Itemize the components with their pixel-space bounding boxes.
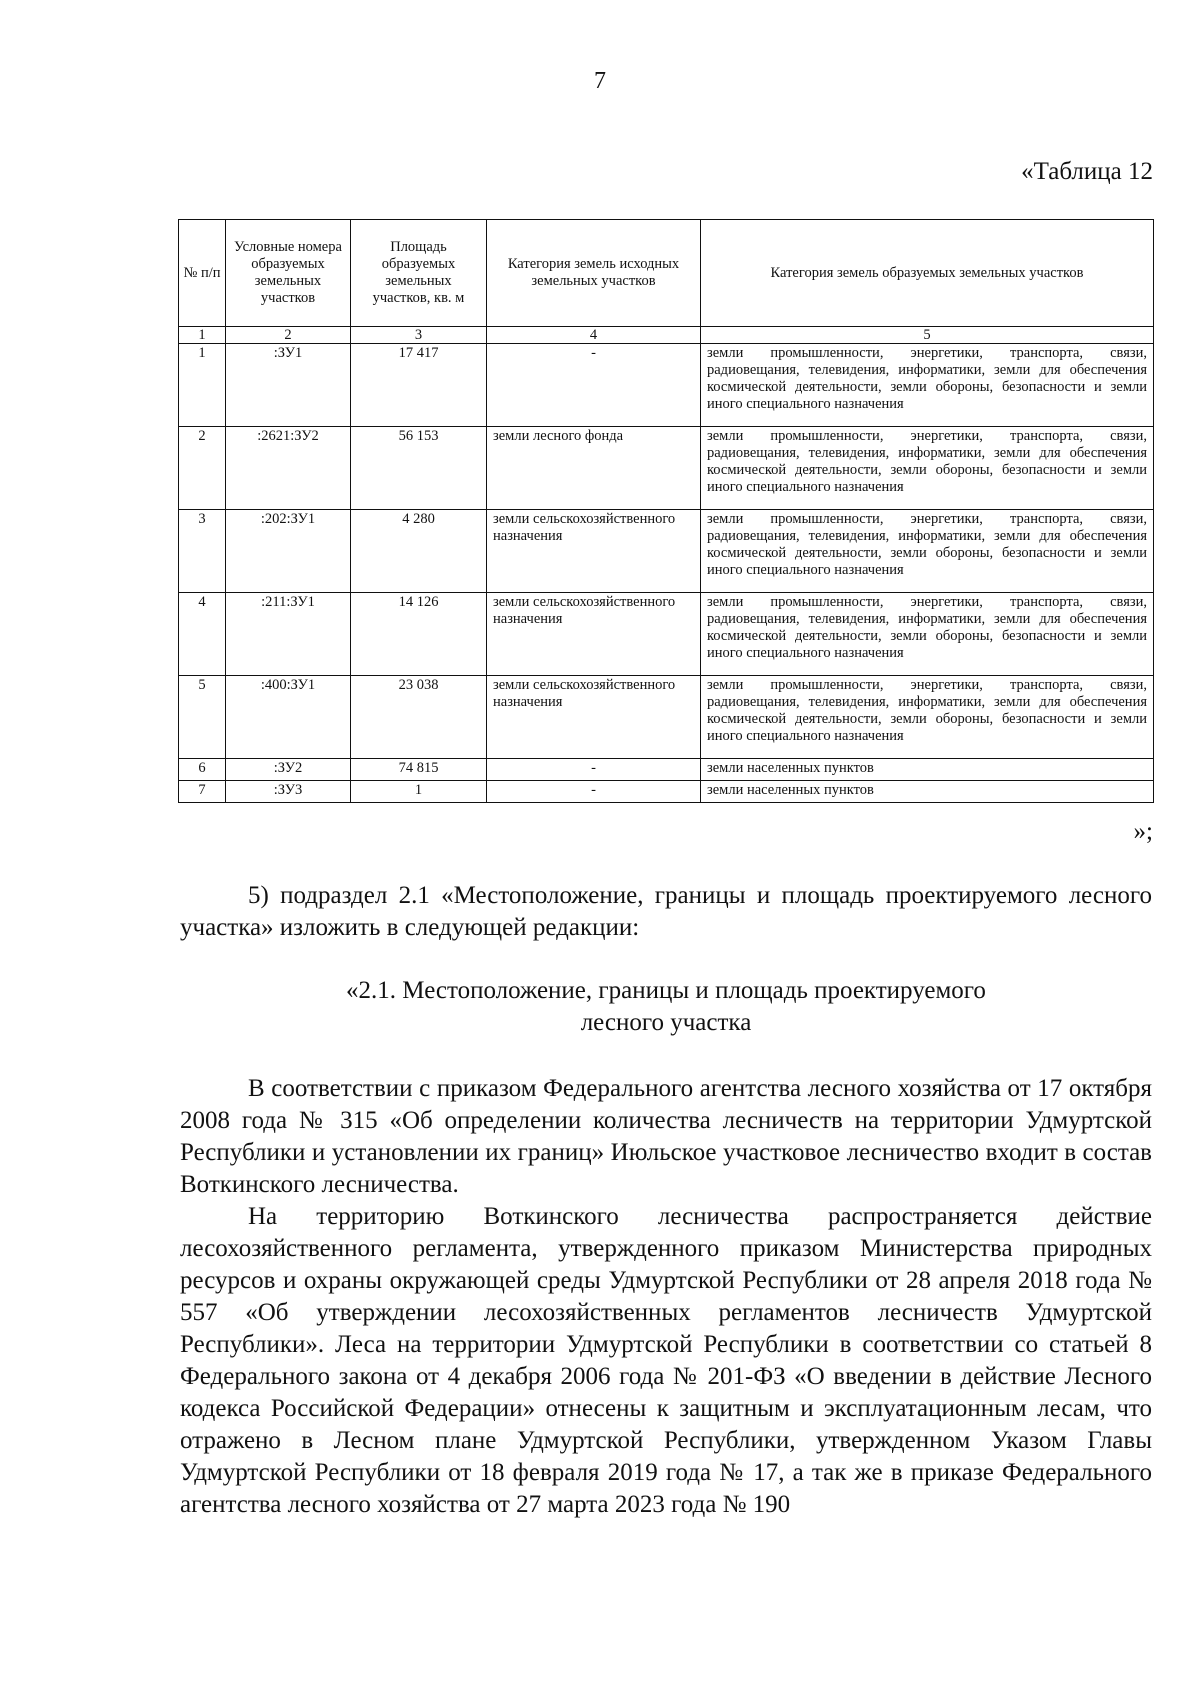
row-code: :400:ЗУ1 [226, 676, 351, 759]
row-target-category: земли промышленности, энергетики, транспорта, связи, радиовещания, телевидения, информатики, земли для обеспечения космической деятельности, земли обороны, безопасности и земли иного специального назначения [701, 344, 1154, 427]
row-code: :2621:ЗУ2 [226, 427, 351, 510]
header-num: № п/п [179, 220, 226, 327]
row-source-category: земли сельскохозяйственного назначения [487, 676, 701, 759]
row-num: 4 [179, 593, 226, 676]
row-area: 14 126 [351, 593, 487, 676]
row-area: 17 417 [351, 344, 487, 427]
row-area: 4 280 [351, 510, 487, 593]
row-code: :ЗУ2 [226, 759, 351, 781]
amendment-text: 5) подраздел 2.1 «Местоположение, границы и площадь проектируемого лесного участка» изложить в следующей редакции: [180, 882, 1152, 941]
row-code: :211:ЗУ1 [226, 593, 351, 676]
column-number: 4 [487, 327, 701, 344]
section-title [180, 975, 1152, 1039]
column-number: 5 [701, 327, 1154, 344]
table-row [179, 781, 1154, 803]
row-target-category: земли промышленности, энергетики, транспорта, связи, радиовещания, телевидения, информатики, земли для обеспечения космической деятельности, земли обороны, безопасности и земли иного специального назначения [701, 676, 1154, 759]
row-num: 5 [179, 676, 226, 759]
row-num: 2 [179, 427, 226, 510]
row-source-category: земли лесного фонда [487, 427, 701, 510]
section-title-line: лесного участка [580, 1009, 752, 1036]
table-row [179, 593, 1154, 676]
table-caption: «Таблица 12 [1021, 158, 1153, 185]
section-title-line: «2.1. Местоположение, границы и площадь проектируемого [346, 977, 986, 1004]
page-number: 7 [594, 68, 606, 94]
row-target-category: земли промышленности, энергетики, транспорта, связи, радиовещания, телевидения, информатики, земли для обеспечения космической деятельности, земли обороны, безопасности и земли иного специального назначения [701, 510, 1154, 593]
row-target-category: земли населенных пунктов [701, 781, 1154, 803]
row-code: :ЗУ1 [226, 344, 351, 427]
land-plots-table [178, 219, 1154, 803]
row-code: :202:ЗУ1 [226, 510, 351, 593]
row-area: 23 038 [351, 676, 487, 759]
row-target-category: земли населенных пунктов [701, 759, 1154, 781]
row-num: 7 [179, 781, 226, 803]
column-number: 2 [226, 327, 351, 344]
header-target-category: Категория земель образуемых земельных участков [701, 220, 1154, 327]
row-area: 56 153 [351, 427, 487, 510]
row-num: 6 [179, 759, 226, 781]
column-number-row [179, 327, 1154, 344]
row-source-category: - [487, 344, 701, 427]
row-target-category: земли промышленности, энергетики, транспорта, связи, радиовещания, телевидения, информатики, земли для обеспечения космической деятельности, земли обороны, безопасности и земли иного специального назначения [701, 427, 1154, 510]
table-row [179, 510, 1154, 593]
row-target-category: земли промышленности, энергетики, транспорта, связи, радиовещания, телевидения, информатики, земли для обеспечения космической деятельности, земли обороны, безопасности и земли иного специального назначения [701, 593, 1154, 676]
row-source-category: земли сельскохозяйственного назначения [487, 593, 701, 676]
amendment-paragraph [180, 880, 1152, 944]
table-row [179, 759, 1154, 781]
table-header-row [179, 220, 1154, 327]
paragraph: В соответствии с приказом Федерального агентства лесного хозяйства от 17 октября 2008 года № 315 «Об определении количества лесничеств на территории Удмуртской Республики и установлении их границ» Июльское участковое лесничество входит в состав Воткинского лесничества. [180, 1075, 1152, 1198]
paragraph: На территорию Воткинского лесничества распространяется действие лесохозяйственного регламента, утвержденного приказом Министерства природных ресурсов и охраны окружающей среды Удмуртской Республики от 28 апреля 2018 года № 557 «Об утверждении лесохозяйственных регламентов лесничеств Удмуртской Республики». Леса на территории Удмуртской Республики в соответствии со статьей 8 Федерального закона от 4 декабря 2006 года № 201-ФЗ «О введении в действие Лесного кодекса Российской Федерации» отнесены к защитным и эксплуатационным лесам, что отражено в Лесном плане Удмуртской Республики, утвержденном Указом Главы Удмуртской Республики от 18 февраля 2019 года № 17, а так же в приказе Федерального агентства лесного хозяйства от 27 марта 2023 года № 190 [180, 1203, 1152, 1518]
header-code: Условные номера образуемых земельных участков [226, 220, 351, 327]
closing-quote: »; [1133, 818, 1153, 845]
header-source-category: Категория земель исходных земельных участков [487, 220, 701, 327]
row-num: 1 [179, 344, 226, 427]
row-source-category: - [487, 759, 701, 781]
table-row [179, 427, 1154, 510]
row-num: 3 [179, 510, 226, 593]
header-area: Площадь образуемых земельных участков, кв. м [351, 220, 487, 327]
column-number: 3 [351, 327, 487, 344]
column-number: 1 [179, 327, 226, 344]
table-row [179, 344, 1154, 427]
table-row [179, 676, 1154, 759]
row-area: 1 [351, 781, 487, 803]
row-code: :ЗУ3 [226, 781, 351, 803]
row-area: 74 815 [351, 759, 487, 781]
row-source-category: - [487, 781, 701, 803]
row-source-category: земли сельскохозяйственного назначения [487, 510, 701, 593]
body-paragraphs [180, 1073, 1152, 1521]
